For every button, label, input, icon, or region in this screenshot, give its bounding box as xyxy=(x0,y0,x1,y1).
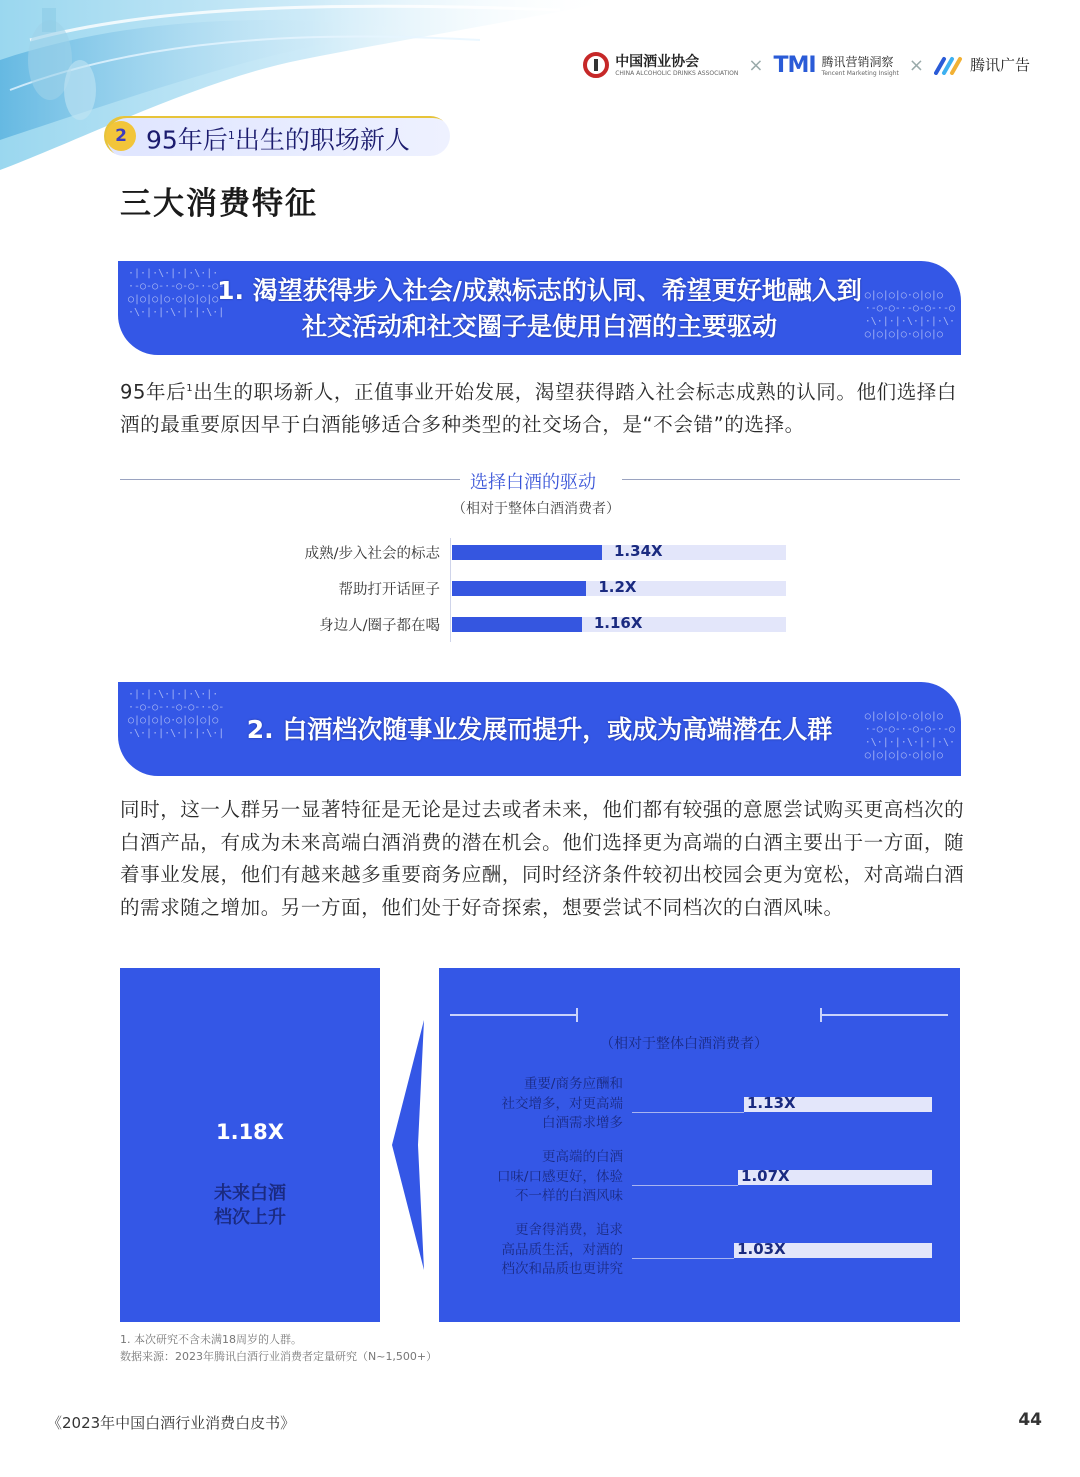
cada-name: 中国酒业协会 xyxy=(615,53,700,70)
document-title: 《2023年中国白酒行业消费白皮书》 xyxy=(47,1414,296,1432)
tmi-name: 腾讯营销洞察 xyxy=(821,54,894,69)
banner-2 xyxy=(118,682,961,776)
chart-1-bar xyxy=(452,581,586,596)
partner-logos xyxy=(583,48,1030,82)
chart-2-category-label-line: 更舍得消费，追求 xyxy=(515,1222,623,1238)
chart-2-value-label: 1.07X xyxy=(741,1167,790,1185)
chart-2-rule-right xyxy=(820,1014,948,1016)
future-upgrade-label xyxy=(120,1182,380,1230)
cada-logo xyxy=(583,52,738,78)
chart-2-rule-left xyxy=(450,1014,576,1016)
future-upgrade-panel xyxy=(120,968,380,1322)
tencent-ads-icon xyxy=(934,55,964,75)
banner-1-line-2: 社交活动和社交圈子是使用白酒的主要驱动 xyxy=(301,312,777,341)
section-title-footnote: 1 xyxy=(227,129,235,142)
chart-1-category-label: 身边人/圈子都在喝 xyxy=(319,618,440,634)
page-number: 44 xyxy=(1018,1410,1042,1430)
chart-2-category-label-line: 高品质生活，对酒的 xyxy=(501,1241,623,1258)
data-source: 数据来源：2023年腾讯白酒行业消费者定量研究（N~1,500+） xyxy=(120,1350,438,1363)
chart-2-value-label: 1.13X xyxy=(747,1094,796,1112)
chart-2-category-label-line: 档次和品质也更讲究 xyxy=(501,1261,623,1277)
arrow-left-icon xyxy=(392,1020,426,1270)
chart-2-category-label xyxy=(460,1221,623,1280)
chart-2-category-label-line: 更高端的白酒 xyxy=(542,1149,623,1165)
section-title xyxy=(146,119,410,157)
paragraph-1-body: 出生的职场新人，正值事业开始发展，渴望获得踏入社会标志成熟的认同。他们选择白酒的最重要原因早于白酒能够适合多种类型的社交场合，是“不会错”的选择。 xyxy=(120,380,957,436)
chart-2-rule-left-tick xyxy=(576,1008,578,1022)
logo-separator-2: × xyxy=(908,54,924,76)
chart-1-rule-left xyxy=(120,479,460,480)
tencent-ads-logo xyxy=(934,55,1030,75)
future-upgrade-value: 1.18X xyxy=(215,1120,284,1144)
header-decoration xyxy=(0,0,620,190)
banner-1 xyxy=(118,261,961,355)
chart-1-value-label: 1.34X xyxy=(614,542,663,560)
chart-1-bar xyxy=(452,545,602,560)
chart-1-rule-right xyxy=(622,479,960,480)
section-title-prefix: 95年后 xyxy=(146,125,228,155)
cada-emblem-icon xyxy=(583,52,609,78)
future-upgrade-label-line-1: 未来白酒 xyxy=(214,1183,286,1204)
cada-sub: CHINA ALCOHOLIC DRINKS ASSOCIATION xyxy=(615,69,739,77)
banner-1-pattern-right: ○|○|○|○·○|○|○ ·-○-○-·-○-○-·-○ ·\·|·|·\·|·|·\· ○|○|○|○·○|○|○ xyxy=(864,290,955,340)
paragraph-1-footnote: 1 xyxy=(186,383,194,394)
future-upgrade-label-line-2: 档次上升 xyxy=(214,1207,286,1228)
chart-2-rule-right-tick xyxy=(820,1008,822,1022)
paragraph-2: 同时，这一人群另一显著特征是无论是过去或者未来，他们都有较强的意愿尝试购买更高档次的白酒产品，有成为未来高端白酒消费的潜在机会。他们选择更为高端的白酒主要出于一方面，随着事业发展，他们有越来越多重要商务应酬，同时经济条件较初出校园会更为宽松，对高端白酒的需求随之增加。另一方面，他们处于好奇探索，想要尝试不同档次的白酒风味。 xyxy=(120,798,965,919)
chart-2-bar xyxy=(632,1097,744,1113)
chart-2-category-label xyxy=(460,1075,623,1134)
chart-2-category-label-line: 口味/口感更好，体验 xyxy=(496,1168,623,1185)
logo-separator-1: × xyxy=(748,54,764,76)
page-heading: 三大消费特征 xyxy=(120,186,318,222)
banner-1-pattern-left: ·|·|·\·|·|·\·|· ·-○-○-·-○-○-·-○- ○|○|○|○·○|○|○|○ ·\·|·|·\·|·|·\·| xyxy=(128,268,225,318)
footnote-1: 1. 本次研究不含未满18周岁的人群。 xyxy=(120,1333,302,1346)
chart-1-value-label: 1.2X xyxy=(598,578,637,596)
chart-2-category-label-line: 重要/商务应酬和 xyxy=(523,1076,623,1092)
chart-1-subtitle: （相对于整体白酒消费者） xyxy=(452,501,620,517)
chart-1-axis xyxy=(450,538,451,642)
chart-2-category-label-line: 社交增多，对更高端 xyxy=(501,1095,623,1112)
tmi-sub: Tencent Marketing Insight xyxy=(821,69,899,77)
chart-2-category-label-line: 不一样的白酒风味 xyxy=(515,1188,623,1204)
banner-2-pattern-left: ·|·|·\·|·|·\·|· ·-○-○-·-○-○-·-○- ○|○|○|○·○|○|○|○ ·\·|·|·\·|·|·\·| xyxy=(128,689,225,739)
paragraph-1 xyxy=(120,373,965,442)
chart-1-bar xyxy=(452,617,582,632)
tmi-logo xyxy=(773,53,898,78)
banner-1-line-1: 1. 渴望获得步入社会/成熟标志的认同、希望更好地融入到 xyxy=(217,276,862,305)
banner-2-text: 2. 白酒档次随事业发展而提升，或成为高端潜在人群 xyxy=(246,715,833,744)
chart-2-value-label: 1.03X xyxy=(737,1240,786,1258)
paragraph-1-prefix: 95年后 xyxy=(120,380,187,404)
chart-2-subtitle: （相对于整体白酒消费者） xyxy=(600,1036,768,1052)
chart-2-bar xyxy=(632,1243,734,1259)
chart-1-category-label: 成熟/步入社会的标志 xyxy=(304,546,440,562)
banner-2-pattern-right: ○|○|○|○·○|○|○ ·-○-○-·-○-○-·-○ ·\·|·|·\·|·|·\· ○|○|○|○·○|○|○ xyxy=(864,711,955,761)
chart-1-category-label: 帮助打开话匣子 xyxy=(338,582,440,598)
section-number: 2 xyxy=(106,121,136,151)
chart-2-bar xyxy=(632,1170,738,1186)
tmi-mark: TMI xyxy=(773,52,816,78)
tencent-ads-name: 腾讯广告 xyxy=(969,56,1030,74)
chart-2-category-label xyxy=(460,1148,623,1207)
chart-1-title: 选择白酒的驱动 xyxy=(470,472,596,493)
chart-2-category-label-line: 白酒需求增多 xyxy=(542,1115,623,1131)
section-title-suffix: 出生的职场新人 xyxy=(234,125,410,155)
chart-1-value-label: 1.16X xyxy=(593,614,643,632)
